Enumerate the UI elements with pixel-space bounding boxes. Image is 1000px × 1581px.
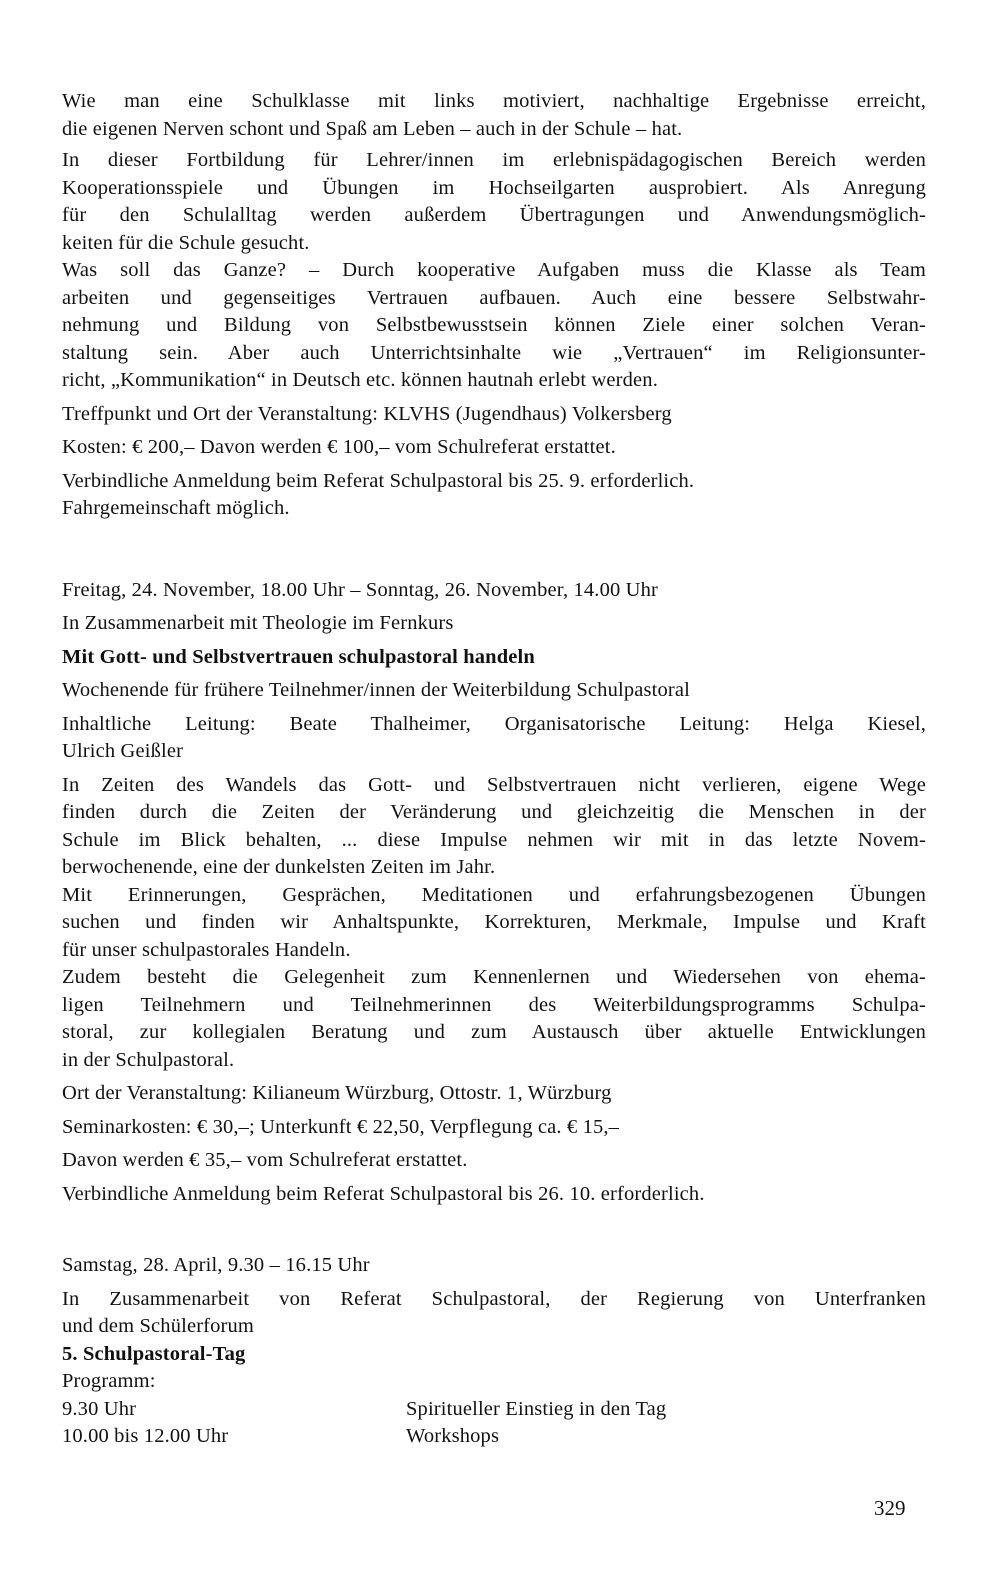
text-line: nehmung und Bildung von Selbstbewusstsein können Ziele einer solchen Veran- — [62, 314, 926, 336]
text-line: Was soll das Ganze? – Durch kooperative Aufgaben muss die Klasse als Team — [62, 259, 926, 281]
event-title: Mit Gott- und Selbstvertrauen schulpastoral handeln — [62, 645, 535, 668]
program-label: Programm: — [62, 1370, 156, 1392]
program-time: 9.30 Uhr — [62, 1397, 137, 1420]
event-title: 5. Schulpastoral-Tag — [62, 1342, 246, 1365]
costs-line: Seminarkosten: € 30,–; Unterkunft € 22,50, Verpflegung ca. € 15,– — [62, 1115, 620, 1138]
leadership-paragraph — [62, 711, 926, 766]
text-line: storal, zur kollegialen Beratung und zum Austausch über aktuelle Entwicklungen — [62, 1021, 926, 1043]
event-subtitle: Wochenende für frühere Teilnehmer/innen der Weiterbildung Schulpastoral — [62, 679, 690, 701]
text-line: In Zusammenarbeit von Referat Schulpastoral, der Regierung von Unterfranken — [62, 1287, 926, 1310]
text-line: Verbindliche Anmeldung beim Referat Schulpastoral bis 25. 9. erforderlich. — [62, 469, 695, 492]
text-line: für unser schulpastorales Handeln. — [62, 938, 351, 961]
text-line: staltung sein. Aber auch Unterrichtsinhalte wie „Vertrauen“ im Religionsunter- — [62, 341, 926, 364]
refund-line: Davon werden € 35,– vom Schulreferat erstattet. — [62, 1149, 468, 1171]
text-line: suchen und finden wir Anhaltspunkte, Korrekturen, Merkmale, Impulse und Kraft — [62, 911, 926, 933]
text-line: für den Schulalltag werden außerdem Übertragungen und Anwendungsmöglich- — [62, 204, 926, 226]
text-line: Inhaltliche Leitung: Beate Thalheimer, Organisatorische Leitung: Helga Kiesel, — [62, 712, 926, 735]
text-line: ligen Teilnehmern und Teilnehmerinnen des Weiterbildungsprogramms Schulpa- — [62, 993, 926, 1016]
text-line: in der Schulpastoral. — [62, 1048, 235, 1071]
text-line: In dieser Fortbildung für Lehrer/innen im erlebnispädagogischen Bereich werden — [62, 149, 926, 171]
text-line: In Zeiten des Wandels das Gott- und Selbstvertrauen nicht verlieren, eigene Wege — [62, 773, 926, 796]
document-page — [62, 88, 926, 1451]
cooperation-paragraph — [62, 1286, 926, 1341]
text-line: Zudem besteht die Gelegenheit zum Kennenlernen und Wiedersehen von ehema- — [62, 966, 926, 988]
venue-line: Ort der Veranstaltung: Kilianeum Würzburg, Ottostr. 1, Würzburg — [62, 1082, 612, 1104]
event-date: Samstag, 28. April, 9.30 – 16.15 Uhr — [62, 1254, 370, 1276]
text-line: richt, „Kommunikation“ in Deutsch etc. können hautnah erlebt werden. — [62, 369, 658, 391]
text-line: und dem Schülerforum — [62, 1315, 255, 1337]
text-line: Schule im Blick behalten, ... diese Impulse nehmen wir mit in das letzte Novem- — [62, 828, 926, 851]
description-paragraph — [62, 147, 926, 395]
text-line: Mit Erinnerungen, Gesprächen, Meditationen und erfahrungsbezogenen Übungen — [62, 883, 926, 906]
text-line: Ulrich Geißler — [62, 740, 184, 762]
program-time: 10.00 bis 12.00 Uhr — [62, 1425, 229, 1447]
text-line: arbeiten und gegenseitiges Vertrauen aufbauen. Auch eine bessere Selbstwahr- — [62, 286, 926, 309]
registration-paragraph — [62, 468, 926, 523]
body-paragraph — [62, 772, 926, 1075]
program-schedule — [62, 1396, 926, 1451]
costs-line: Kosten: € 200,– Davon werden € 100,– vom Schulreferat erstattet. — [62, 436, 616, 458]
cooperation-line: In Zusammenarbeit mit Theologie im Fernkurs — [62, 612, 454, 634]
text-line: Wie man eine Schulklasse mit links motiviert, nachhaltige Ergebnisse erreicht, — [62, 90, 926, 112]
event-section-1 — [62, 88, 926, 523]
page-number: 329 — [874, 1496, 906, 1520]
text-line: Fahrgemeinschaft möglich. — [62, 497, 290, 519]
text-line: berwochenende, eine der dunkelsten Zeiten im Jahr. — [62, 856, 496, 878]
intro-paragraph — [62, 88, 926, 143]
text-line: finden durch die Zeiten der Veränderung und gleichzeitig die Menschen in der — [62, 801, 926, 823]
event-date: Freitag, 24. November, 18.00 Uhr – Sonntag, 26. November, 14.00 Uhr — [62, 578, 658, 601]
event-section-3 — [62, 1252, 926, 1451]
event-section-2 — [62, 577, 926, 1209]
program-item: Spiritueller Einstieg in den Tag — [406, 1397, 667, 1420]
registration-line: Verbindliche Anmeldung beim Referat Schulpastoral bis 26. 10. erforderlich. — [62, 1182, 705, 1205]
text-line: keiten für die Schule gesucht. — [62, 231, 310, 254]
program-item: Workshops — [406, 1425, 500, 1447]
text-line: die eigenen Nerven schont und Spaß am Leben – auch in der Schule – hat. — [62, 117, 683, 140]
venue-line: Treffpunkt und Ort der Veranstaltung: KLVHS (Jugendhaus) Volkersberg — [62, 402, 672, 425]
text-line: Kooperationsspiele und Übungen im Hochseilgarten ausprobiert. Als Anregung — [62, 176, 926, 199]
